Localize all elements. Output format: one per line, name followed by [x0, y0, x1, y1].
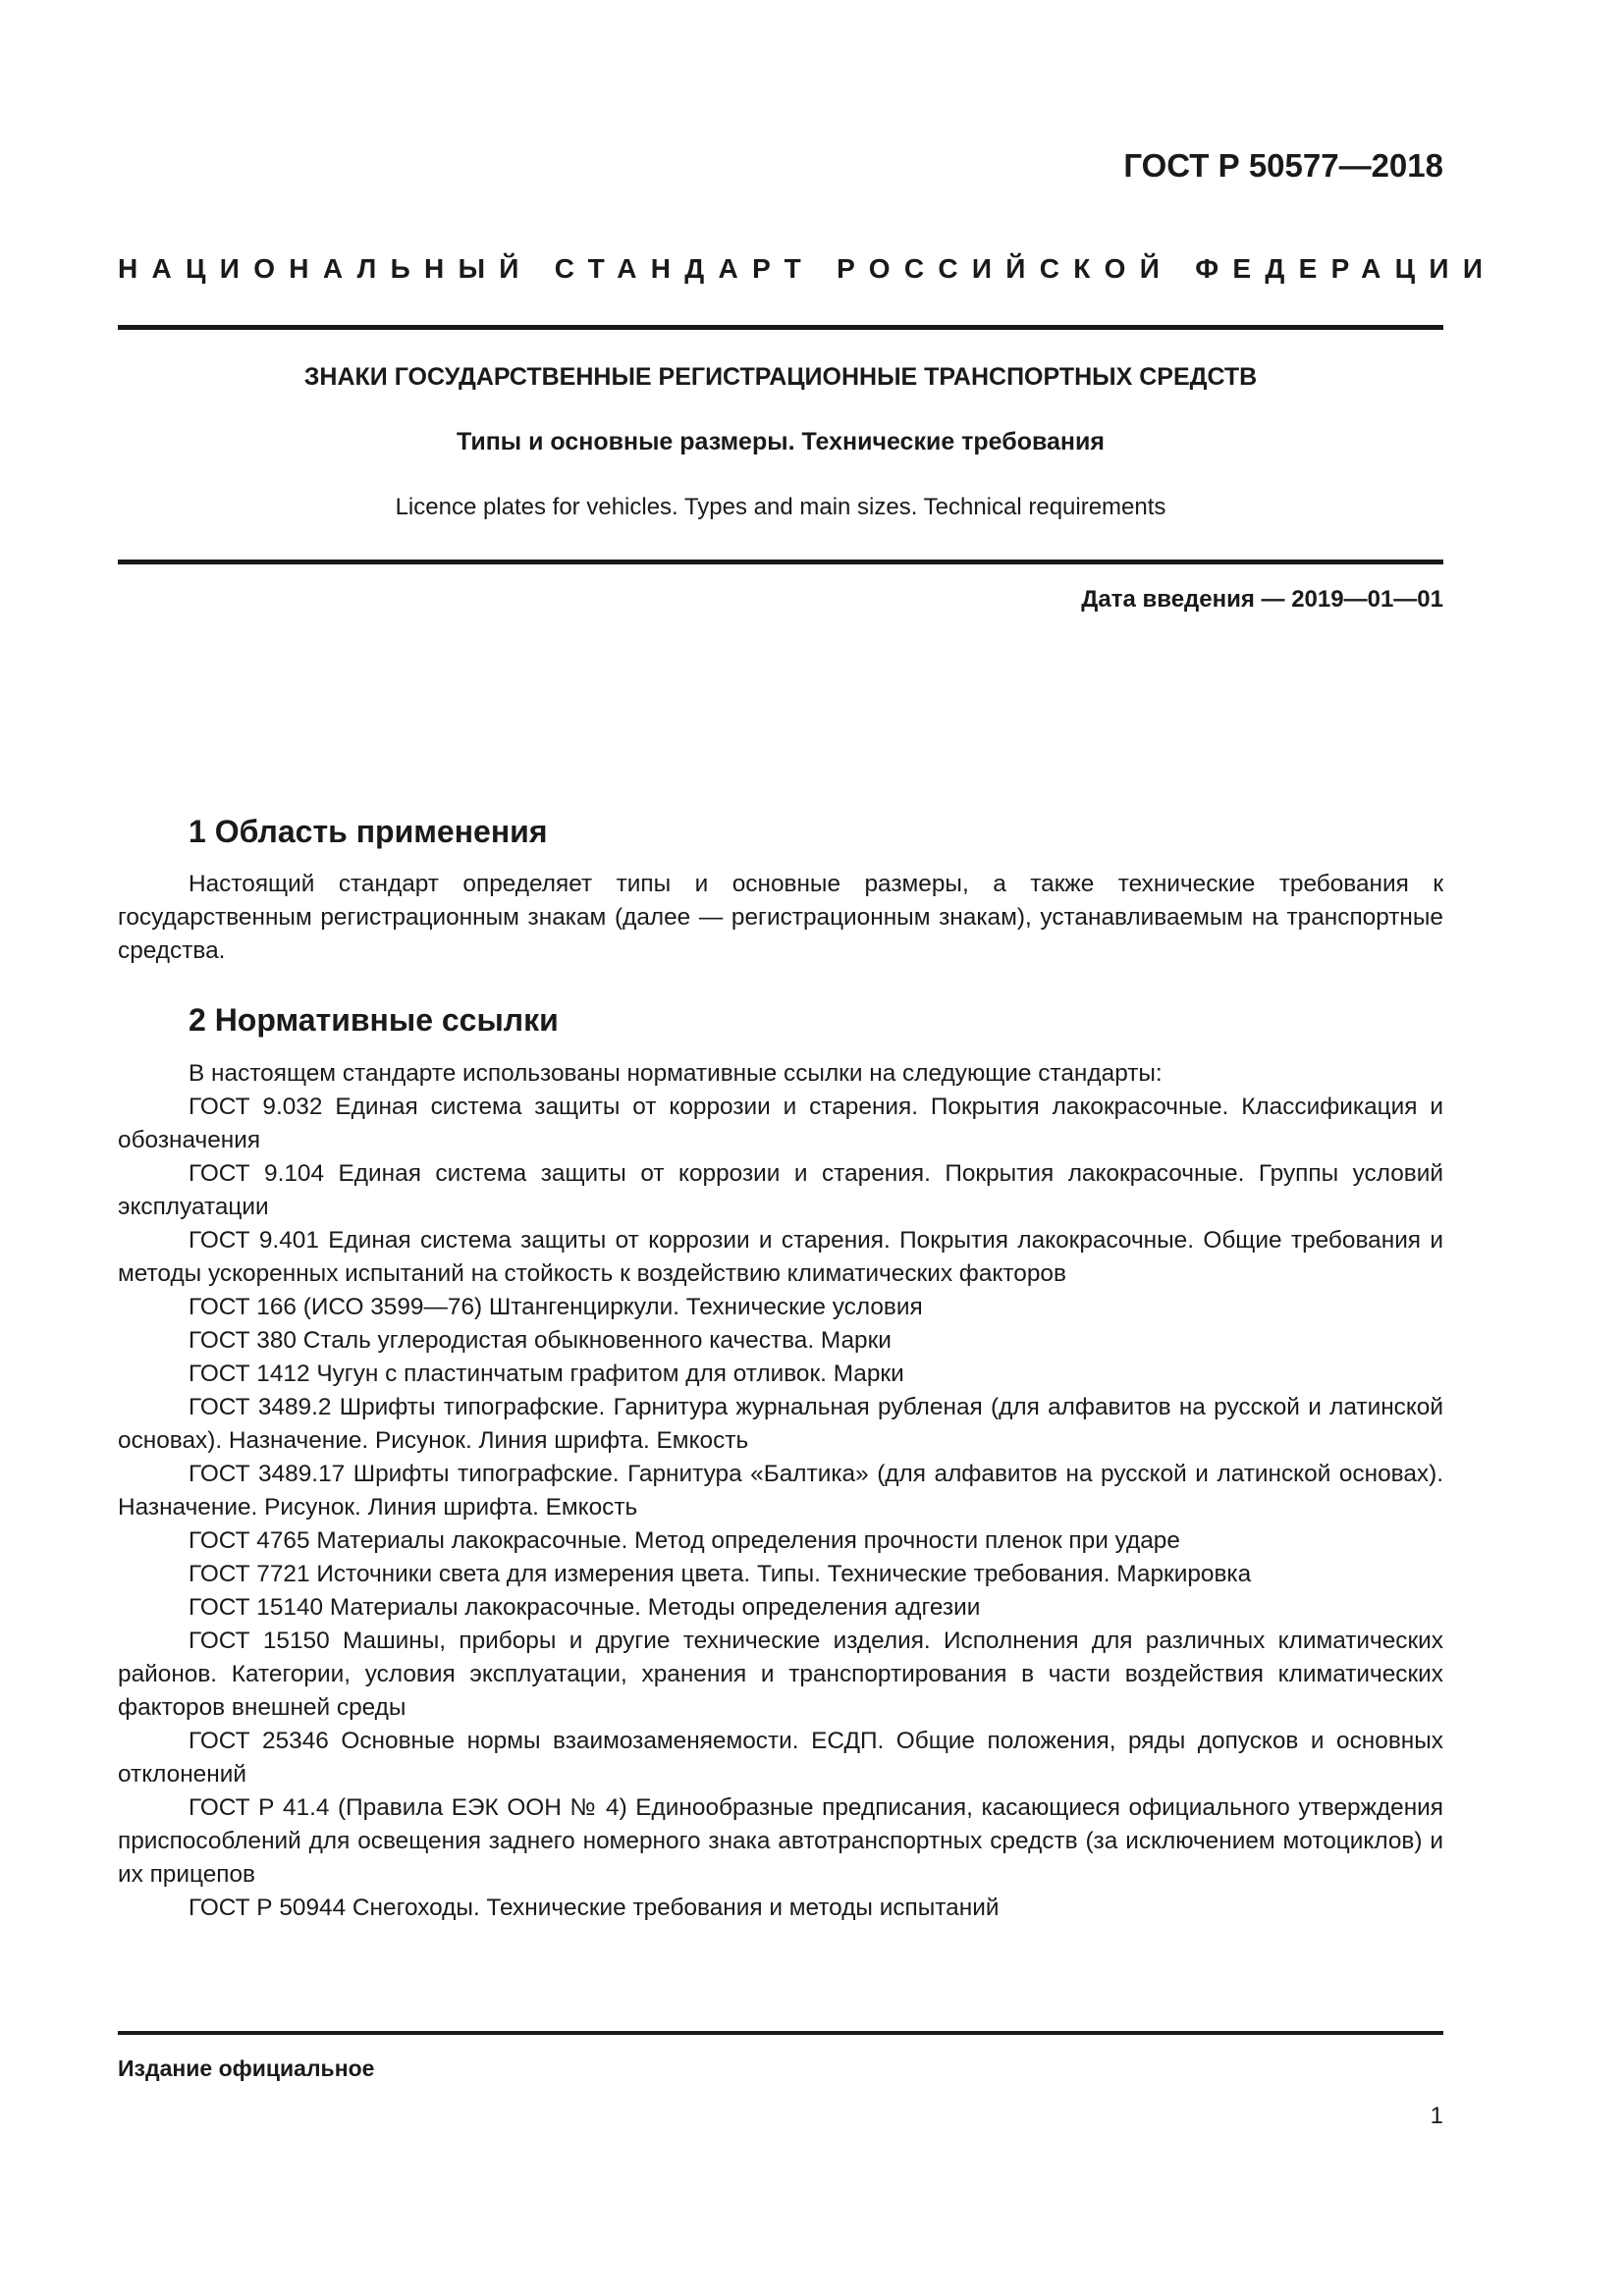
- page-number: 1: [1430, 2103, 1443, 2129]
- reference-item: ГОСТ 15150 Машины, приборы и другие технические изделия. Исполнения для различных климатических районов. Категории, условия эксплуатации, хранения и транспортирования в части воздействия климатических факторов внешней среды: [118, 1627, 1443, 1721]
- section-1-text: Настоящий стандарт определяет типы и основные размеры, а также технические требования к государственным регистрационным знакам (далее — регистрационным знакам), устанавливаемым на транспортные средства.: [118, 871, 1443, 965]
- section-2-heading: 2 Нормативные ссылки: [189, 1002, 559, 1039]
- document-title: ЗНАКИ ГОСУДАРСТВЕННЫЕ РЕГИСТРАЦИОННЫЕ ТРАНСПОРТНЫХ СРЕДСТВ: [303, 363, 1258, 391]
- edition-label: Издание официальное: [118, 2056, 375, 2081]
- reference-item: ГОСТ 1412 Чугун с пластинчатым графитом для отливок. Марки: [189, 1360, 904, 1387]
- reference-item: ГОСТ 15140 Материалы лакокрасочные. Методы определения адгезии: [189, 1593, 981, 1621]
- document-title-english: Licence plates for vehicles. Types and main sizes. Technical requirements: [395, 494, 1166, 520]
- reference-item: ГОСТ 7721 Источники света для измерения цвета. Типы. Технические требования. Маркировка: [189, 1560, 1252, 1587]
- reference-item: ГОСТ 4765 Материалы лакокрасочные. Метод определения прочности пленок при ударе: [189, 1526, 1180, 1554]
- footer-rule: [118, 2031, 1443, 2035]
- document-page: [118, 0, 1497, 2296]
- reference-item: ГОСТ Р 41.4 (Правила ЕЭК ООН № 4) Единообразные предписания, касающиеся официального утверждения приспособлений для освещения заднего номерного знака автотранспортных средств (за исключением мотоциклов) и их прицепов: [118, 1793, 1443, 1888]
- standard-designation: ГОСТ Р 50577—2018: [1123, 147, 1443, 184]
- title-rule: [118, 560, 1443, 564]
- introduction-date: Дата введения — 2019—01—01: [1081, 586, 1443, 613]
- references-intro: В настоящем стандарте использованы нормативные ссылки на следующие стандарты:: [189, 1059, 1163, 1087]
- reference-item: ГОСТ 166 (ИСО 3599—76) Штангенциркули. Технические условия: [189, 1293, 923, 1320]
- reference-item: ГОСТ 380 Сталь углеродистая обыкновенного качества. Марки: [189, 1326, 892, 1354]
- national-standard-label: НАЦИОНАЛЬНЫЙ СТАНДАРТ РОССИЙСКОЙ ФЕДЕРАЦИИ: [118, 253, 1497, 284]
- reference-item: ГОСТ 3489.17 Шрифты типографские. Гарнитура «Балтика» (для алфавитов на русской и латинской основах). Назначение. Рисунок. Линия шрифта. Емкость: [118, 1460, 1443, 1521]
- reference-item: ГОСТ 25346 Основные нормы взаимозаменяемости. ЕСДП. Общие положения, ряды допусков и основных отклонений: [118, 1727, 1443, 1788]
- reference-item: ГОСТ 3489.2 Шрифты типографские. Гарнитура журнальная рубленая (для алфавитов на русской и латинской основах). Назначение. Рисунок. Линия шрифта. Емкость: [118, 1393, 1443, 1454]
- section-1-heading: 1 Область применения: [189, 814, 548, 849]
- header-rule: [118, 325, 1443, 330]
- document-body: [118, 813, 1443, 1925]
- reference-item: ГОСТ Р 50944 Снегоходы. Технические требования и методы испытаний: [189, 1894, 1000, 1921]
- references-list: [118, 1057, 1443, 1925]
- reference-item: ГОСТ 9.401 Единая система защиты от коррозии и старения. Покрытия лакокрасочные. Общие требования и методы ускоренных испытаний на стойкость к воздействию климатических факторов: [118, 1226, 1443, 1287]
- reference-item: ГОСТ 9.104 Единая система защиты от коррозии и старения. Покрытия лакокрасочные. Группы условий эксплуатации: [118, 1159, 1443, 1220]
- document-subtitle: Типы и основные размеры. Технические требования: [457, 428, 1105, 455]
- reference-item: ГОСТ 9.032 Единая система защиты от коррозии и старения. Покрытия лакокрасочные. Классификация и обозначения: [118, 1093, 1443, 1153]
